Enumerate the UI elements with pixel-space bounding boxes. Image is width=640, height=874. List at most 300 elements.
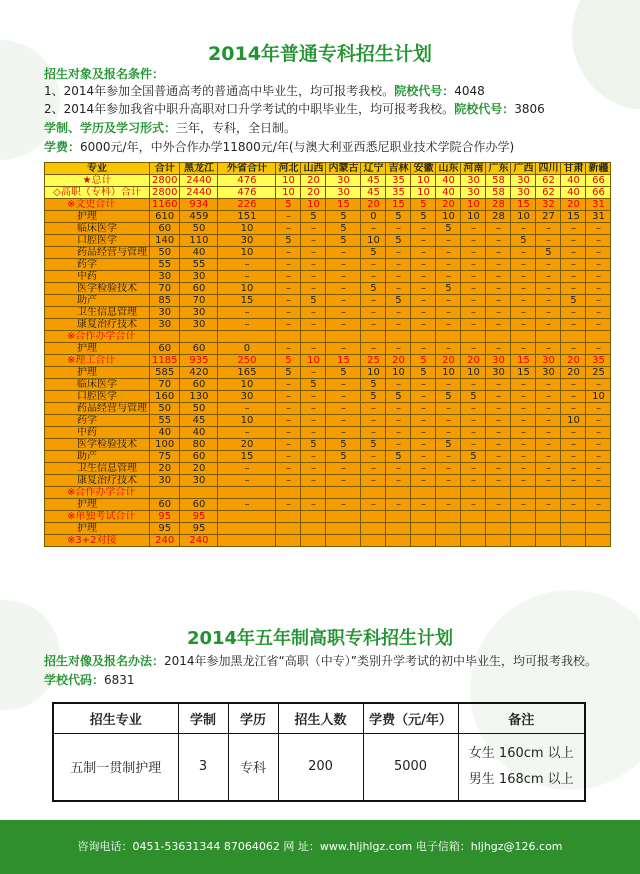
table-cell (276, 511, 301, 523)
table-cell: – (436, 271, 461, 283)
table-cell: – (536, 283, 561, 295)
table-row (45, 355, 611, 367)
table-cell: 0 (218, 343, 276, 355)
table-cell: 10 (218, 247, 276, 259)
table-cell (436, 511, 461, 523)
table-cell: – (361, 223, 386, 235)
table-cell: 40 (150, 427, 180, 439)
table-cell: 100 (150, 439, 180, 451)
duration-cell: 3 (178, 733, 228, 801)
table-cell: – (511, 499, 536, 511)
table-cell: – (411, 403, 436, 415)
five-target-label: 招生对像及报名办法： (44, 654, 165, 668)
table-cell (436, 535, 461, 547)
column-header: 学制 (178, 703, 228, 733)
table-cell (150, 331, 180, 343)
table-cell: 30 (180, 475, 218, 487)
table-cell: 5 (361, 379, 386, 391)
table-cell (218, 331, 276, 343)
table-cell: – (276, 343, 301, 355)
table-cell: – (461, 415, 486, 427)
table-cell: 20 (301, 187, 326, 199)
table-cell: – (536, 415, 561, 427)
table-cell: 25 (361, 355, 386, 367)
table-cell: – (301, 223, 326, 235)
condition-text-2: 2、2014年参加我省中职升高职对口升学考试的中职毕业生，均可报考我校。 (44, 102, 455, 116)
code-value-2: 3806 (514, 102, 545, 116)
table-cell (326, 331, 361, 343)
table-cell: 5 (326, 211, 361, 223)
table-cell (511, 331, 536, 343)
row-label: 助产 (45, 295, 150, 307)
table-cell: – (361, 427, 386, 439)
table-cell: – (411, 415, 436, 427)
table-cell: – (361, 451, 386, 463)
table-cell: 226 (218, 199, 276, 211)
table-cell (411, 535, 436, 547)
table-cell: 30 (150, 475, 180, 487)
table-cell: – (586, 271, 611, 283)
table-cell: – (411, 463, 436, 475)
table-cell: 5 (301, 295, 326, 307)
table-cell: – (276, 307, 301, 319)
table-cell: – (461, 403, 486, 415)
five-target-value: 2014年参加黑龙江省“高职（中专）”类别升学考试的初中毕业生，均可报考我校。 (164, 654, 597, 668)
table-cell: – (486, 235, 511, 247)
five-year-plan-table (52, 702, 586, 802)
table-cell (561, 535, 586, 547)
row-label: ※3+2对接 (45, 535, 150, 547)
table-cell: – (561, 451, 586, 463)
table-cell: 10 (461, 367, 486, 379)
row-label: 中药 (45, 271, 150, 283)
table-cell (218, 487, 276, 499)
table-cell: – (486, 391, 511, 403)
column-header: 学费（元/年） (363, 703, 458, 733)
table-cell: 30 (511, 187, 536, 199)
table-cell: – (326, 403, 361, 415)
table-cell: – (218, 307, 276, 319)
column-header: 吉林 (386, 163, 411, 175)
table-cell: – (536, 439, 561, 451)
table-cell: 240 (180, 535, 218, 547)
table-cell: 15 (511, 355, 536, 367)
table-cell (361, 331, 386, 343)
table-cell: – (511, 427, 536, 439)
table-cell: – (218, 499, 276, 511)
table-cell: – (461, 475, 486, 487)
table-cell: – (586, 475, 611, 487)
table-cell: – (536, 307, 561, 319)
table-cell (326, 487, 361, 499)
target-heading (44, 66, 164, 82)
table-cell: – (326, 427, 361, 439)
table-cell: – (361, 343, 386, 355)
enrollment-plan-table (44, 162, 611, 547)
table-cell: 935 (180, 355, 218, 367)
code-label-1: 院校代号： (394, 84, 455, 98)
table-cell: 15 (386, 199, 411, 211)
table-cell (386, 331, 411, 343)
table-cell: – (301, 391, 326, 403)
table-cell: – (218, 475, 276, 487)
table-cell: – (586, 223, 611, 235)
footer-contact-bar: 咨询电话：0451-53631344 87064062 网 址：www.hljhlgz.com 电子信箱：hljhgz@126.com (0, 820, 640, 874)
table-cell (586, 523, 611, 535)
table-cell: – (361, 499, 386, 511)
table-cell: – (276, 391, 301, 403)
table-cell (276, 535, 301, 547)
table-cell: – (586, 415, 611, 427)
table-cell: 165 (218, 367, 276, 379)
table-cell: 10 (361, 367, 386, 379)
table-row (45, 487, 611, 499)
fee-value: 6000元/年，中外合作办学11800元/年(与澳大利亚西悉尼职业技术学院合作办学) (80, 140, 515, 154)
table-cell (301, 523, 326, 535)
table-cell: – (276, 439, 301, 451)
table-cell: 20 (461, 355, 486, 367)
table-cell: – (301, 307, 326, 319)
table-cell (361, 535, 386, 547)
table-cell: 45 (361, 175, 386, 187)
table-cell: – (561, 439, 586, 451)
table-cell: – (411, 391, 436, 403)
five-target-line (44, 653, 597, 669)
table-cell: – (486, 259, 511, 271)
table-cell: – (218, 463, 276, 475)
table-cell: 40 (436, 175, 461, 187)
table-cell: 5 (536, 247, 561, 259)
table-cell: – (411, 259, 436, 271)
table-row (45, 511, 611, 523)
row-label: 口腔医学 (45, 235, 150, 247)
table-cell: – (386, 463, 411, 475)
table-cell: – (461, 283, 486, 295)
table-cell (586, 331, 611, 343)
table-cell: – (218, 319, 276, 331)
table-cell: – (276, 283, 301, 295)
table-cell: 5 (461, 391, 486, 403)
table-cell: 5 (361, 247, 386, 259)
table-cell: – (361, 319, 386, 331)
table-cell (411, 487, 436, 499)
column-header: 安徽 (411, 163, 436, 175)
table-cell: – (486, 307, 511, 319)
table-cell: 10 (411, 187, 436, 199)
table-cell: 40 (436, 187, 461, 199)
table-cell: – (386, 403, 411, 415)
table-cell (461, 523, 486, 535)
table-cell: – (536, 343, 561, 355)
table-cell: – (326, 499, 361, 511)
table-cell: 62 (536, 187, 561, 199)
table-cell: – (301, 319, 326, 331)
table-row (45, 199, 611, 211)
table-cell: 28 (486, 211, 511, 223)
table-cell: 5 (276, 199, 301, 211)
table-cell: 5 (386, 451, 411, 463)
table-row (45, 259, 611, 271)
column-header: 学历 (228, 703, 278, 733)
table-cell (461, 535, 486, 547)
table-cell: 30 (326, 187, 361, 199)
table-cell: – (411, 295, 436, 307)
table-cell: 20 (561, 199, 586, 211)
table-cell: – (276, 211, 301, 223)
table-cell: – (461, 307, 486, 319)
column-header: 专业 (45, 163, 150, 175)
column-header: 辽宁 (361, 163, 386, 175)
table-row (45, 211, 611, 223)
column-header: 山东 (436, 163, 461, 175)
table-cell: – (486, 403, 511, 415)
table-cell (536, 511, 561, 523)
code-value-1: 4048 (454, 84, 485, 98)
table-cell: 31 (586, 199, 611, 211)
table-cell: 15 (511, 199, 536, 211)
table-row (45, 439, 611, 451)
table-cell: 60 (180, 343, 218, 355)
table-cell: – (436, 427, 461, 439)
note-male: 男生 168cm 以上 (468, 771, 574, 787)
table-cell: 80 (180, 439, 218, 451)
system-line (44, 120, 296, 136)
table-cell: – (276, 475, 301, 487)
table-row (45, 331, 611, 343)
table-cell: 1160 (150, 199, 180, 211)
table-cell (180, 331, 218, 343)
table-cell: 610 (150, 211, 180, 223)
table-row (45, 379, 611, 391)
table-cell: 50 (150, 247, 180, 259)
table-cell: – (511, 295, 536, 307)
table-cell: – (486, 271, 511, 283)
table-cell: – (411, 379, 436, 391)
row-label: 护理 (45, 523, 150, 535)
table-cell (218, 511, 276, 523)
table-cell: – (411, 475, 436, 487)
table-cell (386, 523, 411, 535)
table-cell: – (411, 271, 436, 283)
row-label: ※单独考试合计 (45, 511, 150, 523)
table-cell (536, 331, 561, 343)
table-cell: – (461, 439, 486, 451)
table-cell: – (561, 463, 586, 475)
fee-line (44, 139, 514, 155)
table-cell: – (536, 223, 561, 235)
table-header-row (45, 163, 611, 175)
table-cell: 5 (436, 439, 461, 451)
table-cell: – (511, 415, 536, 427)
row-label: 药品经营与管理 (45, 247, 150, 259)
table-cell: – (411, 451, 436, 463)
note-cell (458, 733, 585, 801)
table-cell: 5 (301, 379, 326, 391)
table-cell: – (586, 343, 611, 355)
column-header: 河南 (461, 163, 486, 175)
table-cell: 50 (150, 403, 180, 415)
table-cell (461, 331, 486, 343)
table-cell: 5 (411, 355, 436, 367)
table-cell: – (536, 235, 561, 247)
table-cell (326, 511, 361, 523)
column-header: 招生专业 (53, 703, 178, 733)
row-label: 口腔医学 (45, 391, 150, 403)
column-header: 新疆 (586, 163, 611, 175)
table-cell: – (386, 223, 411, 235)
table-cell: – (586, 439, 611, 451)
table-cell: 60 (180, 283, 218, 295)
table-cell: 10 (386, 367, 411, 379)
table-cell: – (536, 475, 561, 487)
table-cell: 45 (180, 415, 218, 427)
table-cell: – (301, 343, 326, 355)
table-cell: 32 (536, 199, 561, 211)
table-cell: – (486, 415, 511, 427)
table-cell: – (411, 283, 436, 295)
table-row (45, 223, 611, 235)
table-cell: – (301, 259, 326, 271)
table-cell (276, 331, 301, 343)
table-cell (486, 331, 511, 343)
table-cell (301, 487, 326, 499)
table-cell (511, 523, 536, 535)
table-cell: 15 (326, 355, 361, 367)
table-cell (536, 487, 561, 499)
row-label: 护理 (45, 499, 150, 511)
table-cell: – (326, 463, 361, 475)
table-cell (411, 511, 436, 523)
table-cell: – (218, 403, 276, 415)
table-cell: 10 (218, 379, 276, 391)
table-cell: 55 (150, 415, 180, 427)
table-cell: 25 (586, 367, 611, 379)
table-cell: 75 (150, 451, 180, 463)
table-cell: 58 (486, 187, 511, 199)
row-label: 康复治疗技术 (45, 319, 150, 331)
table-cell: 160 (150, 391, 180, 403)
table-cell: 55 (150, 259, 180, 271)
table-cell: 30 (461, 175, 486, 187)
table-cell: 60 (150, 343, 180, 355)
table-cell: – (511, 451, 536, 463)
section-title-five-year: 2014年五年制高职专科招生计划 (186, 628, 454, 649)
table-cell: – (511, 343, 536, 355)
table-cell (436, 523, 461, 535)
system-value: 三年，专科，全日制。 (176, 121, 297, 135)
row-label: 医学检验技术 (45, 439, 150, 451)
table-cell: – (486, 283, 511, 295)
table-cell: 2800 (150, 187, 180, 199)
table-cell: 10 (276, 187, 301, 199)
table-cell: – (436, 319, 461, 331)
table-cell: – (511, 307, 536, 319)
row-label: 药学 (45, 259, 150, 271)
school-code-line (44, 672, 135, 688)
table-cell: – (511, 403, 536, 415)
table-cell (586, 535, 611, 547)
table-cell: – (561, 391, 586, 403)
table-cell: 70 (150, 283, 180, 295)
system-label: 学制、学历及学习形式： (44, 121, 177, 135)
table-cell: 10 (511, 211, 536, 223)
table-cell: 15 (561, 211, 586, 223)
table-cell: – (436, 499, 461, 511)
table-cell: 10 (276, 175, 301, 187)
column-header: 备注 (458, 703, 585, 733)
table-cell: – (511, 475, 536, 487)
table-cell: – (411, 307, 436, 319)
table-cell: – (486, 463, 511, 475)
table-cell: – (326, 259, 361, 271)
table-cell: – (386, 283, 411, 295)
table-cell: – (461, 271, 486, 283)
table-cell: 66 (586, 175, 611, 187)
table-cell: – (326, 247, 361, 259)
table-cell (486, 535, 511, 547)
table-cell: 5 (436, 391, 461, 403)
table-cell (486, 487, 511, 499)
table-cell: – (361, 295, 386, 307)
code-label-2: 院校代号： (454, 102, 515, 116)
table-row (45, 475, 611, 487)
note-female: 女生 160cm 以上 (468, 745, 574, 761)
table-cell: 5 (436, 223, 461, 235)
table-cell: – (361, 259, 386, 271)
table-cell: – (486, 247, 511, 259)
table-cell: 934 (180, 199, 218, 211)
row-label: 药品经营与管理 (45, 403, 150, 415)
table-cell: 27 (536, 211, 561, 223)
table-cell: 10 (361, 235, 386, 247)
table-cell: 20 (361, 199, 386, 211)
table-row (45, 415, 611, 427)
table-cell (361, 523, 386, 535)
table-cell: – (386, 415, 411, 427)
table-cell: 10 (218, 415, 276, 427)
table-cell: 10 (461, 211, 486, 223)
table-cell: – (536, 295, 561, 307)
table-cell: – (486, 223, 511, 235)
table-cell: – (561, 427, 586, 439)
table-cell: – (561, 475, 586, 487)
table-cell: – (326, 415, 361, 427)
column-header: 招生人数 (278, 703, 363, 733)
table-cell: – (536, 463, 561, 475)
table-cell: 60 (150, 499, 180, 511)
major-cell: 五制一贯制护理 (53, 733, 178, 801)
table-row (45, 271, 611, 283)
table-cell: 60 (180, 451, 218, 463)
table-cell: – (561, 307, 586, 319)
table-cell: 50 (180, 223, 218, 235)
table-cell: – (511, 247, 536, 259)
table-cell: – (561, 499, 586, 511)
table-cell: – (561, 283, 586, 295)
condition-text-1: 1、2014年参加全国普通高考的普通高中毕业生，均可报考我校。 (44, 84, 395, 98)
table-cell: – (436, 307, 461, 319)
table-cell: 10 (411, 175, 436, 187)
table-cell: 5 (411, 367, 436, 379)
condition-line-2 (44, 101, 545, 117)
table-cell: – (586, 427, 611, 439)
table-cell: 62 (536, 175, 561, 187)
table-cell (486, 523, 511, 535)
table-cell: 70 (180, 295, 218, 307)
table-cell: 5 (276, 367, 301, 379)
table-cell: 5 (326, 223, 361, 235)
table-cell: – (436, 379, 461, 391)
